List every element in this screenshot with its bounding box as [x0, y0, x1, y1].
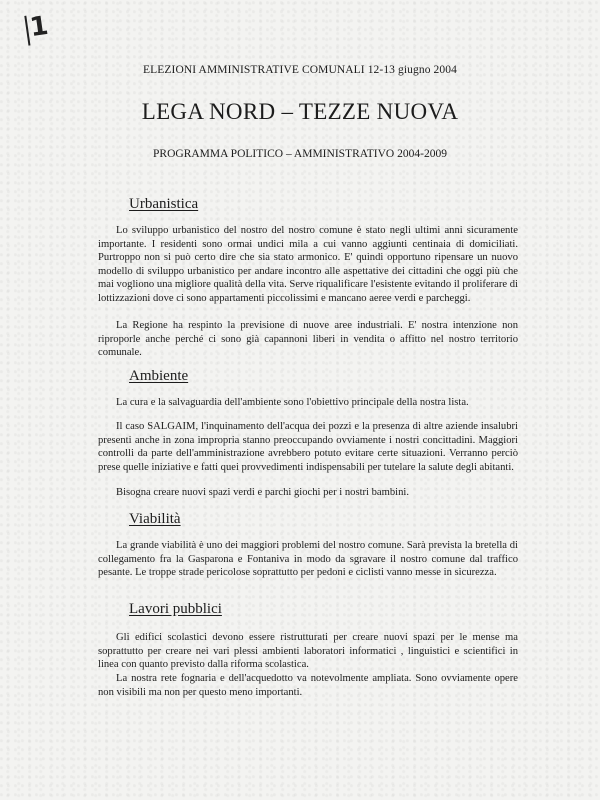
- paragraph-ambiente-3: Bisogna creare nuovi spazi verdi e parchi giochi per i nostri bambini.: [116, 487, 410, 498]
- paragraph-ambiente-2: Il caso SALGAIM, l'inquinamento dell'acqua dei pozzi e la presenza di altre aziende insalubri presenti anche in zona impropria stanno preoccupando ovviamente i nostri concittadini. Maggiori controlli da parte dell'amministrazione avrebbero potuto evitare certe situazioni. Verranno perciò prese quelle iniziative e fatti quei provvedimenti indispensabili per tutelare la salute degli abitanti.: [98, 421, 518, 473]
- heading-lavori-pubblici: Lavori pubblici: [129, 601, 222, 617]
- paragraph-urbanistica-2: La Regione ha respinto la previsione di nuove aree industriali. E' nostra intenzione non riproporle anche perché ci sono già capannoni liberi in vendita o affitto nel nostro territorio comunale.: [98, 320, 518, 359]
- document-title: LEGA NORD – TEZZE NUOVA: [141, 99, 459, 124]
- handwritten-page-number: [28, 11, 50, 43]
- paragraph-lavori-1: Gli edifici scolastici devono essere ristrutturati per creare nuovi spazi per le mense ma soprattutto per creare nei vari plessi ambienti laboratori informatici , linguistici e scientifici in linea con quanto previsto dalla riforma scolastica.: [98, 632, 518, 671]
- page-number-mark: 1: [28, 10, 51, 44]
- paragraph-lavori-2: La nostra rete fognaria e dell'acquedotto va notevolmente ampliata. Sono ovviamente opere non visibili ma non per questo meno importanti.: [98, 673, 518, 698]
- paragraph-urbanistica-1: Lo sviluppo urbanistico del nostro del nostro comune è stato negli ultimi anni sicuramente importante. I residenti sono ormai undici mila a cui vanno aggiunti centinaia di domiciliati. Purtroppo non si può certo dire che sia stato armonico. E' quindi opportuno ripensare un nuovo modello di sviluppo urbanistico per andare incontro alle aspettative dei cittadini che oggi più che mai vogliono una migliore qualità della vita. Serve riqualificare l'esistente evitando il proliferare di lottizzazioni dove ci sono appartamenti piccolissimi e mancano aeree verdi e parcheggi.: [98, 225, 518, 304]
- heading-viabilita: Viabilità: [129, 511, 181, 527]
- paragraph-viabilita-1: La grande viabilità è uno dei maggiori problemi del nostro comune. Sarà prevista la bretella di collegamento fra la Gasparona e Fontaniva in modo da sgravare il nostro comune dal traffico pesante. Le troppe strade pericolose soprattutto per pedoni e ciclisti vanno messe in sicurezza.: [98, 540, 518, 579]
- program-subtitle: PROGRAMMA POLITICO – AMMINISTRATIVO 2004-2009: [153, 148, 447, 160]
- heading-ambiente: Ambiente: [129, 368, 189, 384]
- heading-urbanistica: Urbanistica: [129, 196, 199, 212]
- paragraph-ambiente-1: La cura e la salvaguardia dell'ambiente sono l'obiettivo principale della nostra lista.: [116, 397, 469, 408]
- election-line: ELEZIONI AMMINISTRATIVE COMUNALI 12-13 giugno 2004: [143, 64, 457, 76]
